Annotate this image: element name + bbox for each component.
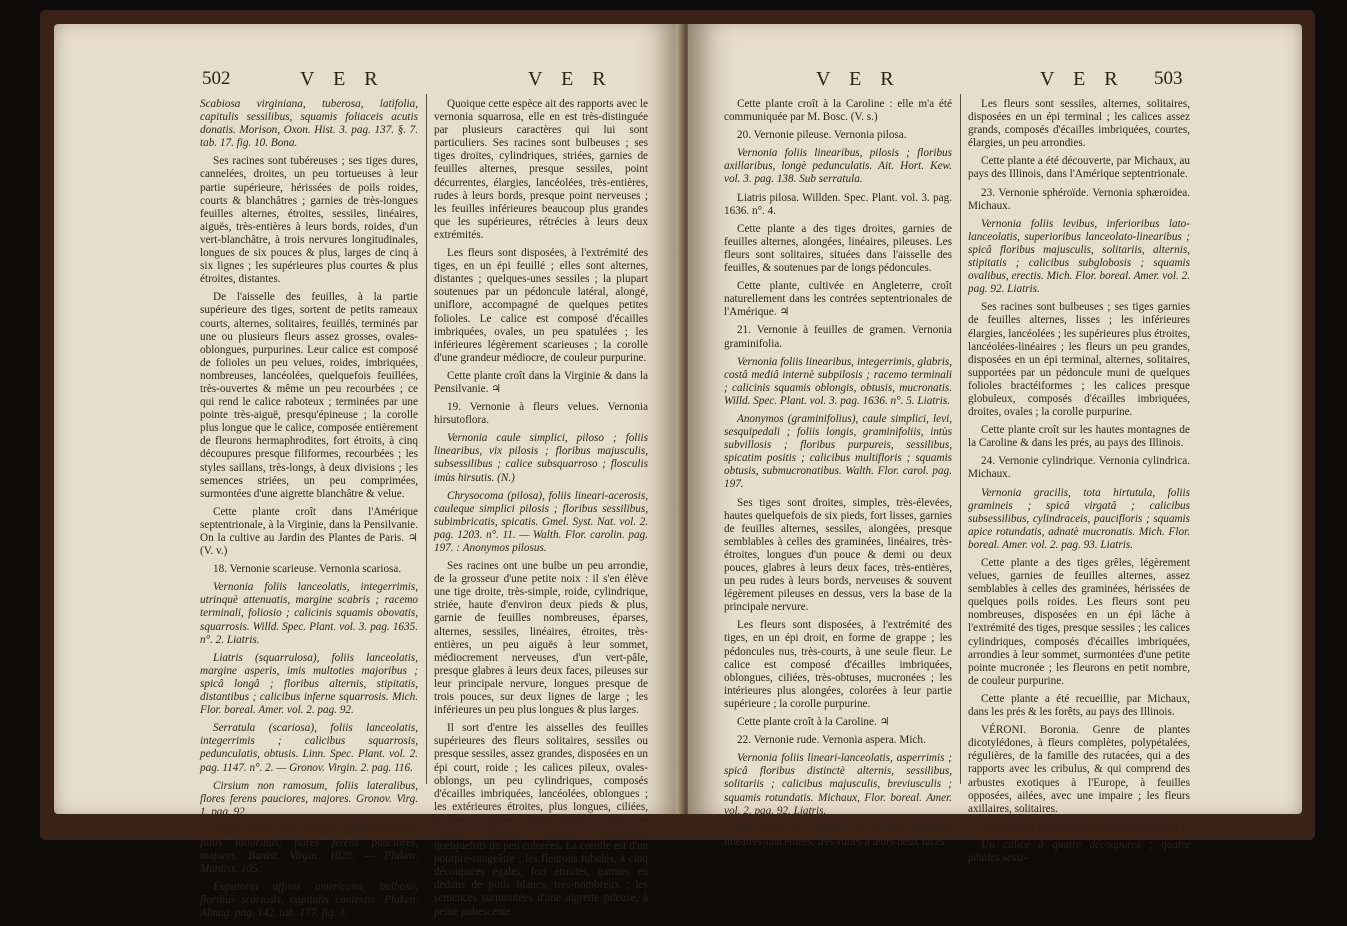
right-header-word-2: V E R <box>1040 68 1125 90</box>
left-column-2 <box>434 98 648 924</box>
right-c1-p6: Cette plante, cultivée en Angleterre, croît naturellement dans les contrées septentrionales de l'Amérique. ♃ <box>724 280 952 319</box>
right-c1-p8: Vernonia foliis linearibus, integerrimis, glabris, costâ mediâ internè subpilosis ; racemo terminali ; calicinis squamis oblongis, obtusis, mucronatis. Willd. Spec. Plant. vol. 3. pag. 1636. n°. 5. Liatris. <box>724 355 952 407</box>
left-column-rule <box>426 94 427 784</box>
right-c2-p1: Les fleurs sont sessiles, alternes, solitaires, disposées en un épi terminal ; les calices assez grands, composés d'écailles imbriquées, courtes, élargies, un peu arrondies. <box>968 98 1190 150</box>
left-c2-p1: Quoique cette espèce ait des rapports avec le vernonia squarrosa, elle en est très-distinguée par plusieurs caractères qui lui sont particuliers. Ses racines sont bulbeuses ; ses tiges droites, cylindriques, striées, garnies de feuilles alternes, presque sessiles, point décurrentes, élargies, lancéolées, très-entières, rudes à leurs bords, presque point nerveuses ; les feuilles inférieures beaucoup plus grandes que les supérieures, rétrécies à leurs deux extrémités. <box>434 98 648 241</box>
left-c1-p9: Cirsium non ramosum, foliis lateralibus, flores ferens pauciores, majores. Gronov. Virg. 1. pag. 92. <box>200 779 418 818</box>
book <box>40 10 1315 920</box>
right-header-word-1: V E R <box>816 68 901 90</box>
right-c2-p10: Cette plante a été recueillie, par Michaux, dans les prés & les forêts, au pays des Illinois. <box>968 692 1190 719</box>
left-column-1 <box>200 98 418 926</box>
right-column-2 <box>968 98 1190 870</box>
left-c1-p3: De l'aisselle des feuilles, à la partie supérieure des tiges, sortent de petits rameaux courts, alternes, solitaires, feuillés, terminés par une ou plusieurs fleurs assez grosses, ovales-oblongues, purpurines. Leur calice est composé de folioles un peu velues, roides, imbriquées, nombreuses, lancéolées, quelquefois feuillées, très-ouvertes & même un peu recourbées ; ce qui rend le calice raboteux ; terminées par une pointe très-aiguë, presqu'épineuse ; la corolle plus longue que le calice, composée entièrement de fleurons hermaphrodites, fort étroits, à cinq découpures presque filiformes, recourbées ; les styles saillans, très-longs, à deux divisions ; les semences striées, un peu comprimées, surmontées d'une aigrette blanchâtre & velue. <box>200 291 418 500</box>
right-c1-p12: Cette plante croît à la Caroline. ♃ <box>737 716 890 729</box>
left-c2-p3: Cette plante croît dans la Virginie & dans la Pensilvanie. ♃ <box>434 369 648 395</box>
right-c1-p13: 22. Vernonie rude. Vernonia aspera. Mich. <box>737 734 926 747</box>
right-c1-p3: Vernonia foliis linearibus, pilosis ; floribus axillaribus, longè pedunculatis. Ait. Hort. Kew. vol. 3. pag. 138. Sub serratula. <box>724 147 952 186</box>
left-c2-p4: 19. Vernonie à fleurs velues. Vernonia hirsutoflora. <box>434 401 648 427</box>
right-column-1 <box>724 98 952 854</box>
right-c2-p3: 23. Vernonie sphéroïde. Vernonia sphæroidea. Michaux. <box>968 186 1190 212</box>
right-c2-p7: 24. Vernonie cylindrique. Vernonia cylindrica. Michaux. <box>968 455 1190 481</box>
right-c1-p5: Cette plante a des tiges droites, garnies de feuilles alternes, alongées, linéaires, pileuses. Les fleurs sont solitaires, situées dans l'aisselle des feuilles, & soutenues par de longs pédoncules. <box>724 222 952 275</box>
left-c2-p2: Les fleurs sont disposées, à l'extrémité des tiges, en un épi feuillé ; elles sont alternes, distantes ; quelques-unes sessiles ; la plupart soutenues par un pédoncule latéral, alongé, uniflore, accompagné de quelques petites folioles. Le calice est composé d'écailles imbriquées, ovales, un peu spatulées ; les inférieures légèrement scarieuses ; la corolle d'une grandeur médiocre, de couleur purpurine. <box>434 247 648 364</box>
left-header-word-1: V E R <box>300 68 385 90</box>
left-c1-p7: Liatris (squarrulosa), foliis lanceolatis, margine asperis, imis multoties majoribus ; spicâ longâ ; floribus alternis, stipitatis, distantibus ; calicibus inferne squarrosis. Mich. Flor. boreal. Amer. vol. 2. pag. 92. <box>200 651 418 717</box>
left-header-word-2: V E R <box>528 68 613 90</box>
right-c1-p2: 20. Vernonie pileuse. Vernonia pilosa. <box>737 129 907 142</box>
left-c1-p2: Ses racines sont tubéreuses ; ses tiges dures, cannelées, droites, un peu tortueuses à leur partie supérieure, hérissées de poils roides, courts & blanchâtres ; garnies de très-longues feuilles alternes, étroites, sessiles, linéaires, aiguës, très-entières à leurs bords, roides, d'un vert-blanchâtre, à trois nervures longitudinales, longues de six pouces & plus, larges de cinq à six lignes ; les supérieures plus courtes & plus étroites, distantes. <box>200 155 418 286</box>
left-page-header <box>54 66 682 94</box>
right-c1-p9: Anonymos (graminifolius), caule simplici, levi, sesquipedali ; foliis longis, graminifoliis, intùs subvillosis ; floribus purpureis, sessilibus, spicatim positis ; calicibus multifloris ; squamis obtusis, submucronatibus. Walth. Flor. carol. pag. 197. <box>724 412 952 491</box>
right-c2-p11: VÉRONI. Boronia. Genre de plantes dicotylédones, à fleurs complètes, polypétalées, régulières, de la famille des rutacées, qui a des rapports avec les cribulus, & qui comprend des arbustes exotiques à l'Europe, à feuilles opposées, ailées, avec une impaire ; les fleurs axillaires, solitaires. <box>968 724 1190 815</box>
left-c2-p7: Ses racines ont une bulbe un peu arrondie, de la grosseur d'une petite noix : il s'en élève une tige droite, très-simple, roide, cylindrique, striée, haute d'environ deux pieds & plus, garnie de feuilles nombreuses, éparses, alternes, sessiles, linéaires, étroites, très-entières, un peu aiguës à leur sommet, médiocrement nerveuses, d'un vert-pâle, presque glabres à leurs deux faces, pileuses sur leur principale nervure, longues presque de trois pouces, sur deux lignes de large ; les inférieures un peu plus longues & plus larges. <box>434 560 648 717</box>
left-c1-p4: Cette plante croît dans l'Amérique septentrionale, à la Virginie, dans la Pensilvanie. On la cultive au Jardin des Plantes de Paris. ♃ (V. v.) <box>200 505 418 558</box>
left-page-number: 502 <box>202 68 231 89</box>
left-page <box>54 24 682 920</box>
right-c2-p8: Vernonia gracilis, tota hirtutula, foliis gramineis ; spicâ virgatâ ; calicibus subsessilibus, cylindraceis, paucifloris ; squamis apice rotundatis, adnatè mucronatis. Mich. Flor. boreal. Amer. vol. 2. pag. 93. Liatris. <box>968 486 1190 551</box>
left-c1-p5: 18. Vernonie scarieuse. Vernonia scariosa. <box>213 563 402 576</box>
right-page-header <box>688 66 1302 94</box>
right-page <box>688 24 1302 864</box>
right-c2-p13: Un calice à quatre découpures ; quatre pétales sessi- <box>968 838 1190 864</box>
right-c1-p14: Vernonia foliis lineari-lanceolatis, asperrimis ; spicâ floribus distinctè alternis, sessilibus, solitariis ; calicibus majusculis, breviusculis ; squamis rotundatis. Michaux, Flor. boreal. Amer. vol. 2. pag. 92. Liatris. <box>724 752 952 817</box>
left-c1-p8: Serratula (scariosa), foliis lanceolatis, integerrimis ; calicibus squarrosis, pedunculatis, obtusis. Linn. Spec. Plant. vol. 2. pag. 1147. n°. 2. — Gronov. Virgin. 2. pag. 116. <box>200 722 418 774</box>
right-c1-p4: Liatris pilosa. Willden. Spec. Plant. vol. 3. pag. 1636. n°. 4. <box>724 191 952 217</box>
right-c1-p1: Cette plante croît à la Caroline : elle m'a été communiquée par M. Bosc. (V. s.) <box>724 98 952 124</box>
left-c1-p1: Scabiosa virginiana, tuberosa, latifolia, capitulis sessilibus, squamis foliaceis acutis donatis. Morison, Oxon. Hist. 3. pag. 137. §. 7. tab. 17. fig. 10. Bona. <box>200 98 418 150</box>
right-column-rule <box>960 94 961 784</box>
left-c1-p6: Vernonia foliis lanceolatis, integerrimis, utrinquè attenuatis, margine scabris ; racemo terminali, foliosio ; calicinis squamis obovatis, squarrosis. Willd. Spec. Plant. vol. 3. pag. 1635. n°. 2. Liatris. <box>200 581 418 646</box>
right-page-number: 503 <box>1154 68 1183 89</box>
right-c1-p10: Ses tiges sont droites, simples, très-élevées, hautes quelquefois de six pieds, fort lisses, garnies de feuilles alternes, sessiles, alongées, presque semblables à celles des graminées, linéaires, très-étroites, longues d'un pouce & demi ou deux pouces, glabres à leurs deux faces, très-entières, un peu rudes à leurs bords, nerveuses & souvent légèrement pileuses en dessus, vers la base de la principale nervure. <box>724 496 952 614</box>
right-c2-p2: Cette plante a été découverte, par Michaux, au pays des Illinois, dans l'Amérique septentrionale. <box>968 155 1190 181</box>
right-c1-p15: Ses tiges sont garnies de feuilles alternes, linéaires-lancéolées, très-rudes à leurs deux faces. <box>724 822 952 848</box>
right-c2-p6: Cette plante croît sur les hautes montagnes de la Caroline & dans les prés, au pays des Illinois. <box>968 424 1190 450</box>
left-c2-p5: Vernonia caule simplici, piloso ; foliis linearibus, vix pilosis ; floribus majusculis, subsessilibus ; calice subsquarroso ; flosculis imùs hirsutis. (N.) <box>434 432 648 484</box>
left-c2-p6: Chrysocoma (pilosa), foliis lineari-acerosis, cauleque simplici pilosis ; floribus sessilibus, subimbricatis, spicatis. Gmel. Syst. Nat. vol. 2. pag. 1203. n°. 11. — Walth. Flor. carolin. pag. 197. : Anonymos pilosus. <box>434 489 648 554</box>
right-c2-p12: Le caractère essentiel de ce genre est d'avoir : <box>981 820 1186 833</box>
right-c2-p4: Vernonia foliis levibus, inferioribus lato-lanceolatis, superioribus lanceolato-linearibus ; spicâ floribus majusculis, solitariis, alternis, stipitatis ; calicibus subglobosis ; squamis ovalibus, erectis. Mich. Flor. boreal. Amer. vol. 2. pag. 92. Liatris. <box>968 217 1190 296</box>
left-c2-p8: Il sort d'entre les aisselles des feuilles supérieures des fleurs solitaires, sessiles ou presque sessiles, assez grandes, disposées en un épi court, roide ; les calices pileux, ovales-oblongs, un peu cylindriques, composés d'écailles imbriquées, lancéolées, oblongues ; les extérieures étroites, plus longues, ciliées, très-ouvertes, fort aiguës ; les intérieures plus larges, obtuses, presque mucronées, quelquefois un peu colorées. La corolle est d'un pourpre-rougeâtre ; les fleurons tubulés, à cinq découpures égales, fort étroites, garnies en dedans de poils blancs, très-nombreux ; les semences surmontées d'une aigrette pileuse, à peine pubescente. <box>434 722 648 918</box>
right-c1-p11: Les fleurs sont disposées, à l'extrémité des tiges, en un épi droit, en forme de grappe ; les pédoncules nus, très-courts, à une seule fleur. Le calice est composé d'écailles imbriquées, oblongues, ciliées, très-obtuses, mucronées ; les intérieures plus alongées, colorées à leur partie supérieure ; la corolle purpurine. <box>724 619 952 710</box>
right-c2-p5: Ses racines sont bulbeuses ; ses tiges garnies de feuilles alternes, lisses ; les inférieures élargies, lancéolées ; les supérieures plus étroites, lancéolées-linéaires ; les fleurs un peu grandes, disposées en un épi terminal, alternes, solitaires, supportées par un pédoncule muni de quelques folioles bractéiformes ; les calices presque globuleux, composés d'écailles imbriquées, droites, ovales ; la corolle purpurine. <box>968 301 1190 419</box>
left-c1-p11: Eupatoria affinis americana, bulbosa, floribus scariosis, capitulis contextis. Pluken. Almag. pag. 142. tab. 177. fig. 4. <box>200 881 418 920</box>
left-c1-p10: Jacea altera, non ramosa, tuberosâ radice, foliis latioribus, flores ferens pauciores, majores. Banist. Virgin. 1028. — Pluken. Mantiss. 105. <box>200 823 418 876</box>
right-c1-p7: 21. Vernonie à feuilles de gramen. Vernonia graminifolia. <box>724 324 952 350</box>
right-c2-p9: Cette plante a des tiges grêles, légèrement velues, garnies de feuilles alternes, assez semblables à celles des graminées, hérissées de quelques poils roides. Les fleurs sont peu nombreuses, disposées en un épi lâche à l'extrémité des tiges, presque sessiles ; les calices cylindriques, composés d'écailles imbriquées, arrondies à leur sommet, surmontées d'une petite pointe mucronée ; les fleurons en petit nombre, de couleur purpurine. <box>968 557 1190 687</box>
